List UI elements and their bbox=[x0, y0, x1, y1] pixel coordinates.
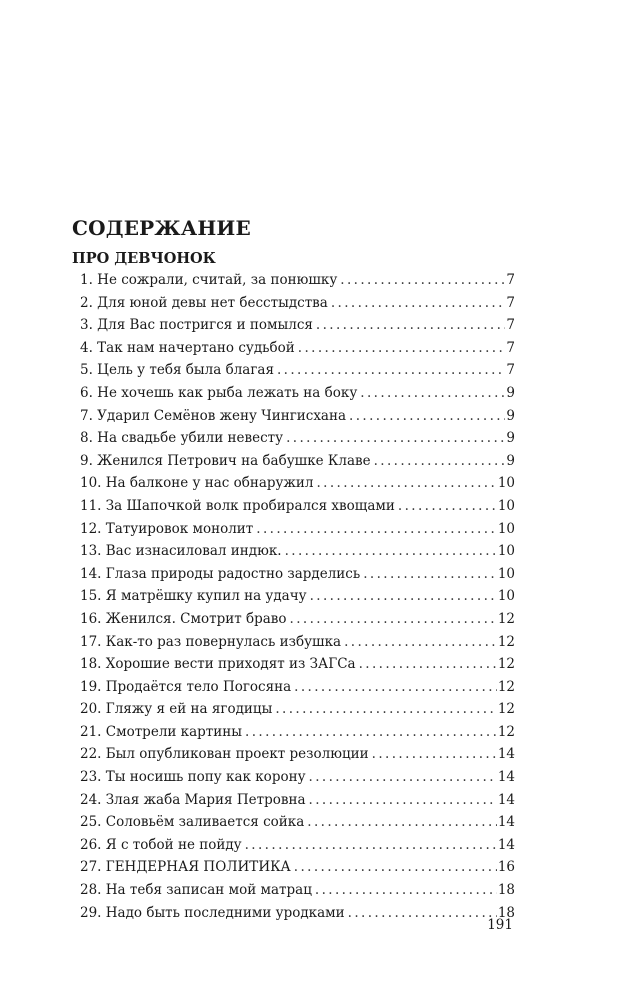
toc-entry bbox=[80, 653, 515, 676]
toc-entry-page: 16 bbox=[497, 859, 515, 876]
toc-entry bbox=[80, 337, 515, 360]
toc-entry-title: 14. Глаза природы радостно зарделись bbox=[80, 565, 361, 582]
toc-leader-dots bbox=[275, 698, 496, 721]
toc-entry bbox=[80, 269, 515, 292]
toc-entry-page: 14 bbox=[497, 836, 515, 853]
toc-leader-dots bbox=[294, 676, 497, 699]
toc-entry-page: 9 bbox=[506, 384, 515, 401]
toc-entry-title: 5. Цель у тебя была благая bbox=[80, 362, 274, 379]
toc-leader-dots bbox=[344, 631, 497, 654]
page-title: СОДЕРЖАНИЕ bbox=[72, 216, 251, 240]
toc-leader-dots bbox=[372, 743, 497, 766]
toc-entry-page: 9 bbox=[506, 452, 515, 469]
toc-entry-title: 19. Продаётся тело Погосяна bbox=[80, 678, 292, 695]
toc-entry-title: 11. За Шапочкой волк пробирался хвощами bbox=[80, 497, 395, 514]
toc-entry bbox=[80, 856, 515, 879]
toc-leader-dots bbox=[398, 495, 497, 518]
toc-leader-dots bbox=[256, 518, 497, 541]
toc-leader-dots bbox=[309, 789, 497, 812]
toc-entry-page: 9 bbox=[506, 430, 515, 447]
toc-entry-page: 10 bbox=[497, 543, 515, 560]
toc-entry-title: 21. Смотрели картины bbox=[80, 723, 243, 740]
toc-entry-page: 7 bbox=[506, 339, 515, 356]
toc-entry bbox=[80, 766, 515, 789]
toc-entry bbox=[80, 721, 515, 744]
toc-entry-title: 2. Для юной девы нет бесстыдства bbox=[80, 294, 328, 311]
toc-entry bbox=[80, 563, 515, 586]
toc-leader-dots bbox=[316, 472, 496, 495]
toc-entry-page: 10 bbox=[497, 520, 515, 537]
toc-entry bbox=[80, 359, 515, 382]
toc-entry-title: 27. ГЕНДЕРНАЯ ПОЛИТИКА bbox=[80, 859, 291, 876]
toc-entry bbox=[80, 608, 515, 631]
toc-entry-page: 10 bbox=[497, 475, 515, 492]
toc-leader-dots bbox=[374, 450, 506, 473]
toc-leader-dots bbox=[285, 540, 497, 563]
toc-entry-title: 10. На балконе у нас обнаружил bbox=[80, 475, 314, 492]
toc-entry bbox=[80, 472, 515, 495]
toc-entry bbox=[80, 518, 515, 541]
toc-entry-title: 1. Не сожрали, считай, за понюшку bbox=[80, 272, 338, 288]
toc-entry-title: 12. Татуировок монолит bbox=[80, 520, 254, 537]
toc-entry bbox=[80, 495, 515, 518]
toc-entry-title: 3. Для Вас постригся и помылся bbox=[80, 317, 313, 334]
toc-entry bbox=[80, 811, 515, 834]
toc-leader-dots bbox=[290, 608, 497, 631]
toc-entry bbox=[80, 540, 515, 563]
toc-entry-title: 20. Гляжу я ей на ягодицы bbox=[80, 701, 273, 718]
toc-entry-title: 29. Надо быть последними уродками bbox=[80, 904, 345, 921]
toc-entry-page: 14 bbox=[497, 814, 515, 831]
table-of-contents bbox=[80, 269, 515, 924]
toc-entry bbox=[80, 743, 515, 766]
toc-entry-title: 28. На тебя записан мой матрац bbox=[80, 882, 312, 899]
toc-entry-page: 7 bbox=[506, 362, 515, 379]
toc-leader-dots bbox=[245, 834, 497, 857]
toc-leader-dots bbox=[315, 879, 497, 902]
toc-leader-dots bbox=[294, 856, 497, 879]
toc-entry-page: 12 bbox=[497, 701, 515, 718]
toc-leader-dots bbox=[286, 427, 505, 450]
toc-entry-title: 26. Я с тобой не пойду bbox=[80, 836, 242, 853]
toc-entry bbox=[80, 698, 515, 721]
toc-leader-dots bbox=[340, 269, 505, 292]
toc-entry-title: 16. Женился. Смотрит браво bbox=[80, 610, 287, 627]
toc-entry bbox=[80, 427, 515, 450]
section-title: ПРО ДЕВЧОНОК bbox=[72, 250, 216, 267]
toc-entry-title: 24. Злая жаба Мария Петровна bbox=[80, 791, 306, 808]
toc-entry-page: 14 bbox=[497, 746, 515, 763]
page-number: 191 bbox=[487, 917, 513, 933]
toc-leader-dots bbox=[331, 292, 506, 315]
toc-entry-title: 13. Вас изнасиловал индюк. bbox=[80, 543, 282, 560]
toc-leader-dots bbox=[277, 359, 505, 382]
toc-entry-title: 8. На свадьбе убили невесту bbox=[80, 430, 284, 447]
toc-entry bbox=[80, 834, 515, 857]
toc-entry bbox=[80, 450, 515, 473]
toc-entry-page: 7 bbox=[506, 294, 515, 311]
toc-leader-dots bbox=[360, 382, 505, 405]
toc-leader-dots bbox=[309, 766, 497, 789]
toc-leader-dots bbox=[316, 314, 506, 337]
toc-entry bbox=[80, 631, 515, 654]
toc-entry-title: 18. Хорошие вести приходят из ЗАГСа bbox=[80, 656, 356, 673]
toc-entry-title: 23. Ты носишь попу как корону bbox=[80, 769, 306, 786]
toc-entry-page: 7 bbox=[506, 272, 515, 288]
toc-entry bbox=[80, 585, 515, 608]
toc-entry-page: 10 bbox=[497, 588, 515, 605]
toc-entry-title: 4. Так нам начертано судьбой bbox=[80, 339, 295, 356]
toc-entry-page: 14 bbox=[497, 791, 515, 808]
toc-entry bbox=[80, 789, 515, 812]
toc-leader-dots bbox=[359, 653, 497, 676]
toc-leader-dots bbox=[363, 563, 497, 586]
toc-entry bbox=[80, 405, 515, 428]
toc-entry-title: 17. Как-то раз повернулась избушка bbox=[80, 633, 342, 650]
toc-entry-title: 25. Соловьём заливается сойка bbox=[80, 814, 305, 831]
toc-entry-page: 18 bbox=[497, 882, 515, 899]
toc-entry bbox=[80, 676, 515, 699]
toc-leader-dots bbox=[349, 405, 505, 428]
toc-entry-page: 12 bbox=[497, 633, 515, 650]
toc-entry bbox=[80, 292, 515, 315]
toc-leader-dots bbox=[307, 811, 497, 834]
toc-entry bbox=[80, 879, 515, 902]
toc-entry-title: 15. Я матрёшку купил на удачу bbox=[80, 588, 307, 605]
toc-entry-title: 6. Не хочешь как рыба лежать на боку bbox=[80, 384, 358, 401]
toc-entry-page: 9 bbox=[506, 407, 515, 424]
toc-entry-page: 10 bbox=[497, 565, 515, 582]
toc-leader-dots bbox=[310, 585, 497, 608]
toc-entry-title: 22. Был опубликован проект резолюции bbox=[80, 746, 369, 763]
toc-entry-page: 14 bbox=[497, 769, 515, 786]
toc-leader-dots bbox=[245, 721, 497, 744]
toc-entry-title: 7. Ударил Семёнов жену Чингисхана bbox=[80, 407, 347, 424]
toc-entry-page: 12 bbox=[497, 656, 515, 673]
toc-leader-dots bbox=[298, 337, 506, 360]
toc-entry-page: 7 bbox=[506, 317, 515, 334]
toc-entry-page: 12 bbox=[497, 610, 515, 627]
toc-entry-page: 12 bbox=[497, 723, 515, 740]
toc-entry bbox=[80, 314, 515, 337]
toc-entry-page: 12 bbox=[497, 678, 515, 695]
toc-entry-page: 18 bbox=[497, 904, 515, 921]
toc-entry bbox=[80, 382, 515, 405]
toc-entry-page: 10 bbox=[497, 497, 515, 514]
toc-entry-title: 9. Женился Петрович на бабушке Клаве bbox=[80, 452, 371, 469]
